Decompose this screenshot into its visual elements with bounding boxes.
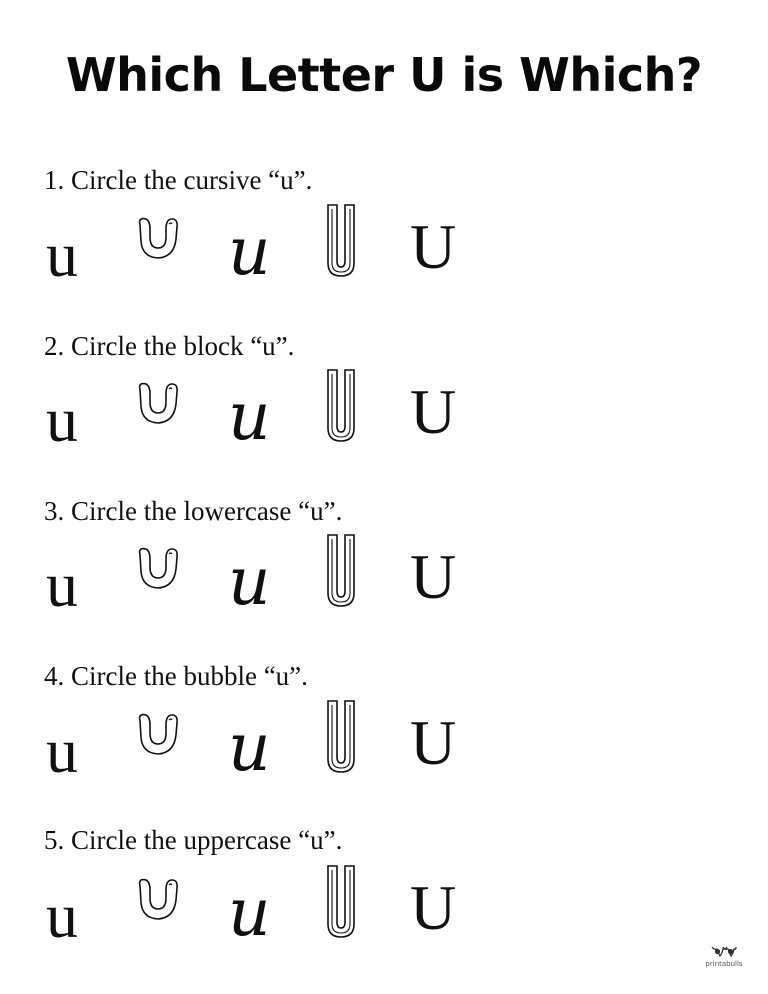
choice-serif-lowercase-u[interactable]: u [46,219,78,290]
choice-bubble-lowercase-u[interactable] [134,545,182,591]
choice-serif-lowercase-u[interactable]: u [46,384,78,455]
choice-serif-lowercase-u[interactable]: u [46,549,78,620]
question-3-choices [0,541,768,625]
question-4-choices [0,707,768,791]
choice-cursive-lowercase-u[interactable]: u [228,378,271,455]
choice-bubble-uppercase-u[interactable] [324,533,358,609]
question-3-prompt: 3. Circle the lowercase “u”. [44,496,343,526]
choice-cursive-lowercase-u[interactable]: u [228,709,271,786]
question-1-choices [0,211,768,295]
choice-serif-uppercase-u[interactable]: U [410,211,457,282]
choice-bubble-uppercase-u[interactable] [324,699,358,775]
question-2-choices [0,376,768,460]
choice-serif-lowercase-u[interactable]: u [46,880,78,951]
choice-cursive-lowercase-u[interactable]: u [228,543,271,620]
worksheet-title: Which Letter U is Which? [65,48,703,102]
printabulls-logo [704,944,744,968]
choice-serif-uppercase-u[interactable]: U [410,872,457,943]
question-5-choices [0,872,768,956]
choice-bubble-lowercase-u[interactable] [134,876,182,922]
question-1-prompt: 1. Circle the cursive “u”. [44,165,313,195]
printabulls-brand-text: printabulls [705,960,743,968]
choice-cursive-lowercase-u[interactable]: u [228,874,271,951]
choice-bubble-uppercase-u[interactable] [324,368,358,444]
choice-serif-uppercase-u[interactable]: U [410,707,457,778]
choice-serif-uppercase-u[interactable]: U [410,541,457,612]
question-2-prompt: 2. Circle the block “u”. [44,331,295,361]
choice-serif-uppercase-u[interactable]: U [410,376,457,447]
choice-bubble-lowercase-u[interactable] [134,711,182,757]
choice-bubble-uppercase-u[interactable] [324,864,358,940]
question-4-prompt: 4. Circle the bubble “u”. [44,661,308,691]
question-5-prompt: 5. Circle the uppercase “u”. [44,825,343,855]
bull-heads-logo-icon [711,944,737,958]
choice-serif-lowercase-u[interactable]: u [46,715,78,786]
choice-bubble-uppercase-u[interactable] [324,203,358,279]
choice-bubble-lowercase-u[interactable] [134,215,182,261]
choice-bubble-lowercase-u[interactable] [134,380,182,426]
choice-cursive-lowercase-u[interactable]: u [228,213,271,290]
